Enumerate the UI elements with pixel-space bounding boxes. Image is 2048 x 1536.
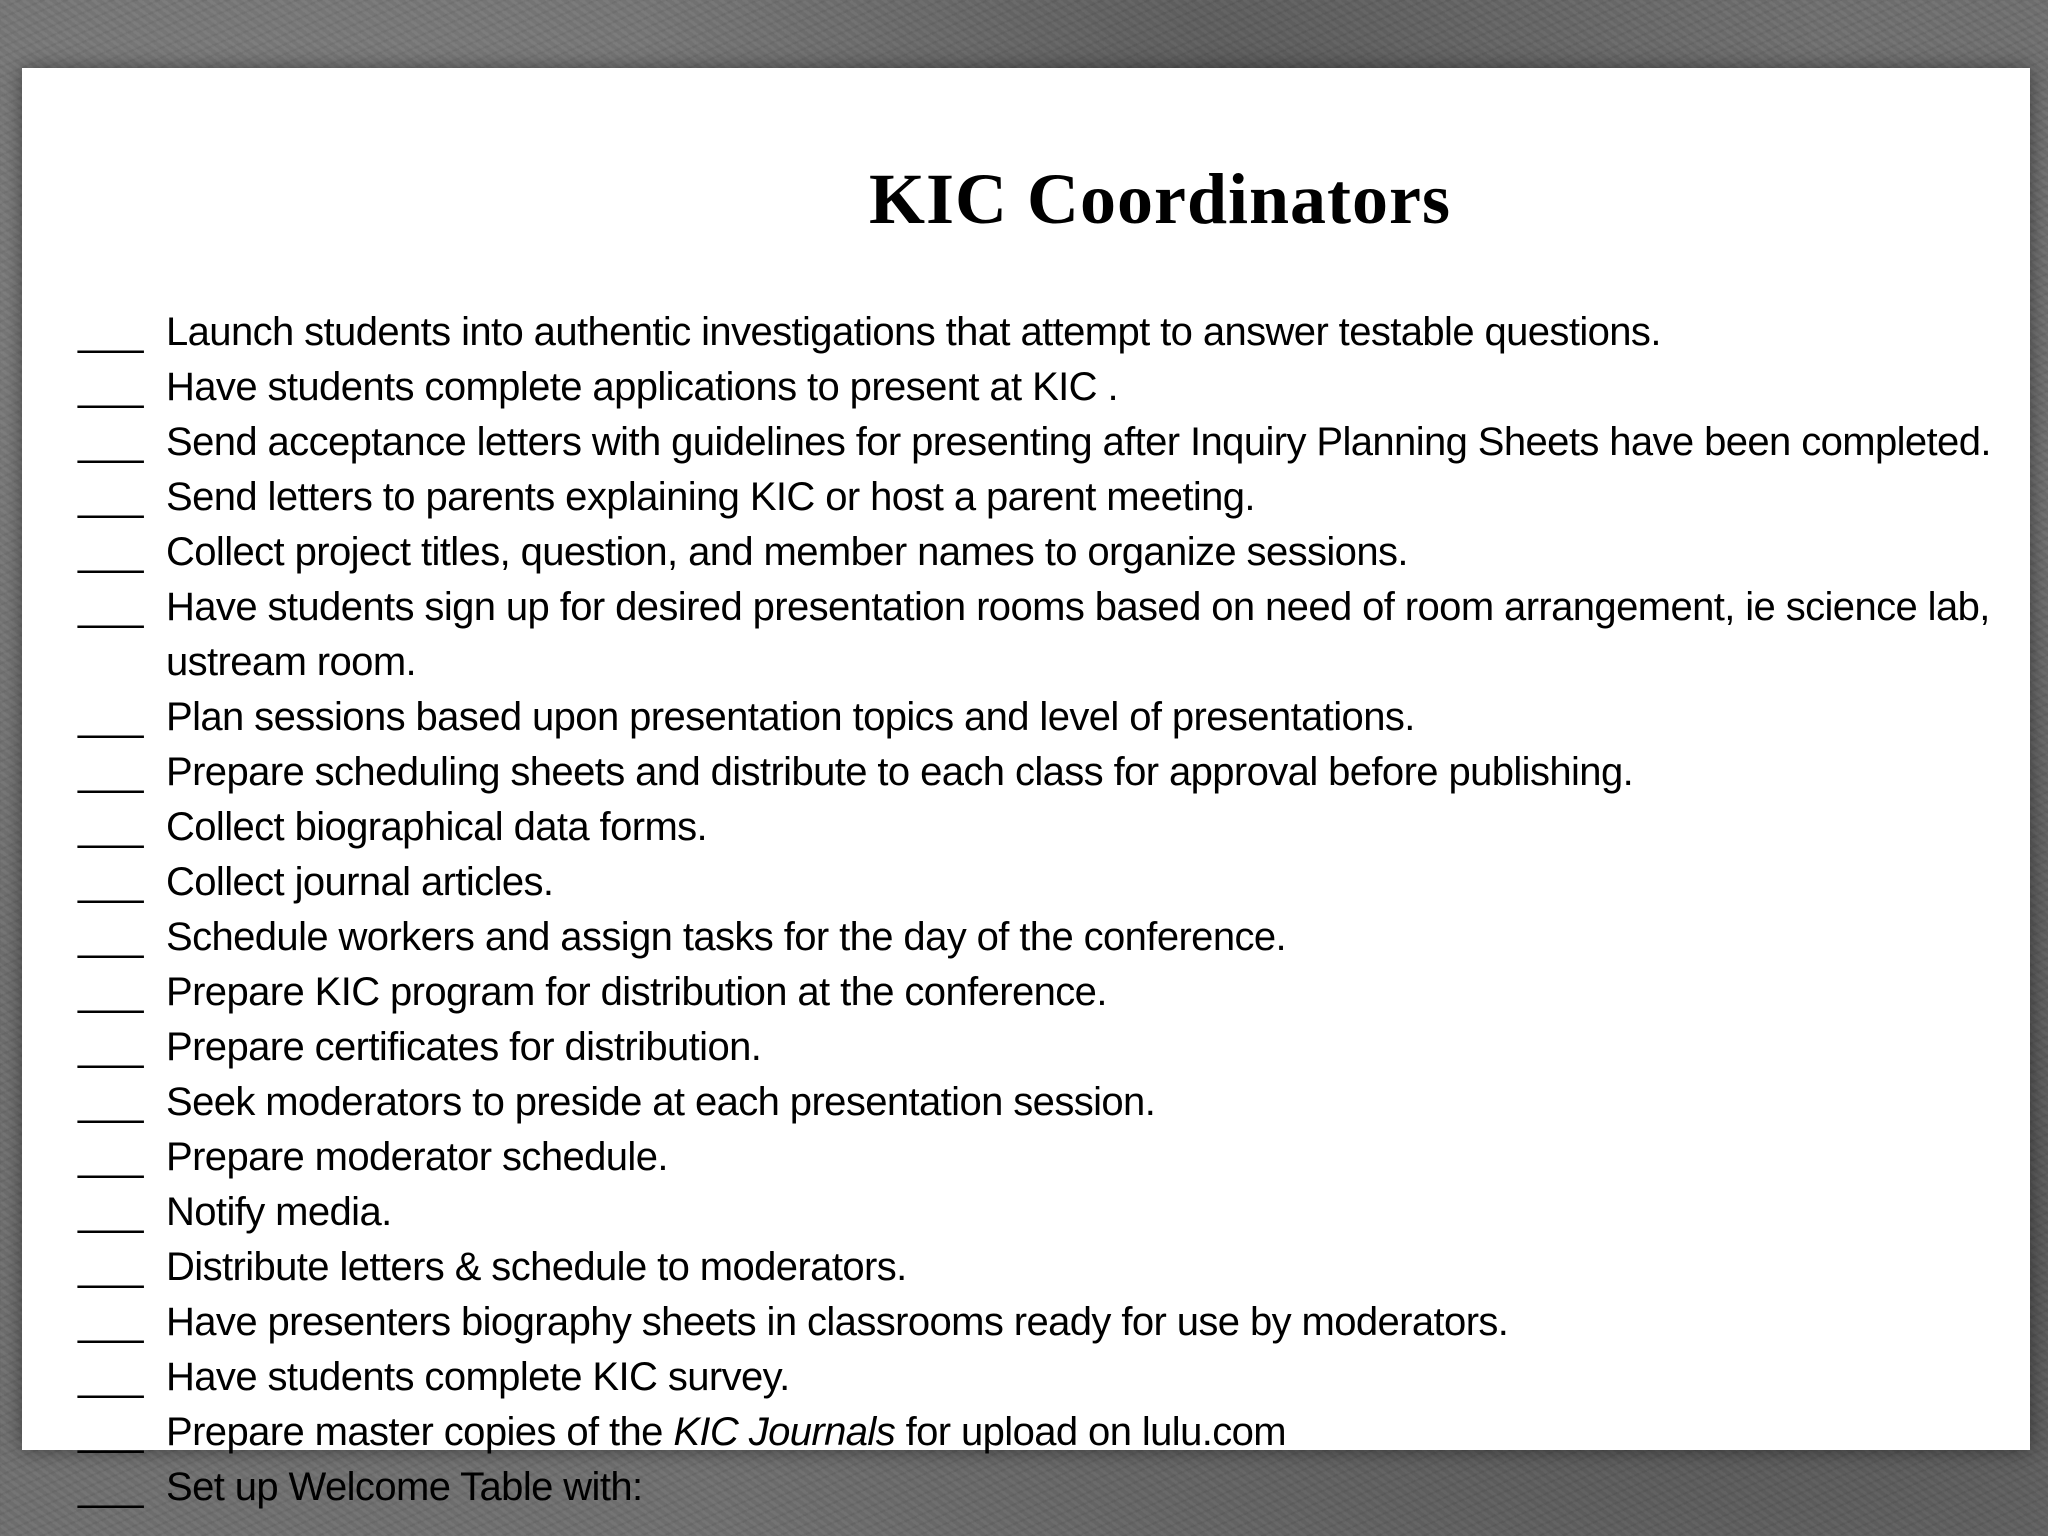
checklist-item xyxy=(78,1405,2038,1460)
checklist-item-text: Launch students into authentic investigations that attempt to answer testable questions. xyxy=(166,310,1661,354)
checklist-item xyxy=(78,690,2038,745)
checkbox-blank: ___ xyxy=(78,1080,143,1124)
checkbox-blank: ___ xyxy=(78,860,143,904)
checklist-item-text: Prepare moderator schedule. xyxy=(166,1135,668,1179)
checklist-item-text: Set up Welcome Table with: xyxy=(166,1465,643,1509)
checklist-item-text: Collect journal articles. xyxy=(166,860,554,904)
text-after: for upload on lulu.com xyxy=(895,1410,1286,1454)
checklist xyxy=(78,305,2038,1515)
text-before: Prepare master copies of the xyxy=(166,1410,674,1454)
checkbox-blank: ___ xyxy=(78,750,143,794)
checklist-item xyxy=(78,1020,2038,1075)
checklist-item xyxy=(78,415,2038,470)
checkbox-blank: ___ xyxy=(78,1410,143,1454)
checklist-item xyxy=(78,855,2038,910)
checklist-item-text: Distribute letters & schedule to moderators. xyxy=(166,1245,907,1289)
checkbox-blank: ___ xyxy=(78,1190,143,1234)
checklist-item xyxy=(78,1130,2038,1185)
checkbox-blank: ___ xyxy=(78,475,143,519)
checklist-item xyxy=(78,580,2038,690)
checklist-item-text: Send letters to parents explaining KIC or host a parent meeting. xyxy=(166,475,1255,519)
checkbox-blank: ___ xyxy=(78,585,143,629)
checkbox-blank: ___ xyxy=(78,915,143,959)
checkbox-blank: ___ xyxy=(78,1465,143,1509)
checkbox-blank: ___ xyxy=(78,1355,143,1399)
checklist-item xyxy=(78,1075,2038,1130)
checkbox-blank: ___ xyxy=(78,530,143,574)
checkbox-blank: ___ xyxy=(78,1245,143,1289)
checklist-item xyxy=(78,1295,2038,1350)
checkbox-blank: ___ xyxy=(78,970,143,1014)
checkbox-blank: ___ xyxy=(78,420,143,464)
checklist-item xyxy=(78,525,2038,580)
checklist-item xyxy=(78,1185,2038,1240)
checklist-item-text: Seek moderators to preside at each presentation session. xyxy=(166,1080,1156,1124)
checklist-item xyxy=(78,305,2038,360)
checklist-item-text: Collect biographical data forms. xyxy=(166,805,708,849)
checklist-item-text: Notify media. xyxy=(166,1190,392,1234)
checklist-item-text: Prepare certificates for distribution. xyxy=(166,1025,762,1069)
checklist-item-text: Prepare KIC program for distribution at the conference. xyxy=(166,970,1107,1014)
slide xyxy=(22,68,2030,1509)
checklist-item xyxy=(78,470,2038,525)
checklist-item-text: Have students complete applications to present at KIC . xyxy=(166,365,1118,409)
checklist-item xyxy=(78,800,2038,855)
checkbox-blank: ___ xyxy=(78,1025,143,1069)
journal-title: KIC Journals xyxy=(673,1410,896,1454)
checklist-item xyxy=(78,360,2038,415)
checklist-item-text: Prepare scheduling sheets and distribute to each class for approval before publishing. xyxy=(166,750,1634,794)
checklist-item-text: Have students complete KIC survey. xyxy=(166,1355,790,1399)
checklist-item-text: Plan sessions based upon presentation topics and level of presentations. xyxy=(166,695,1415,739)
checkbox-blank: ___ xyxy=(78,805,143,849)
checkbox-blank: ___ xyxy=(78,365,143,409)
checkbox-blank: ___ xyxy=(78,695,143,739)
checklist-item-text xyxy=(166,1405,2038,1460)
checklist-item xyxy=(78,1240,2038,1295)
checklist-item-text: Collect project titles, question, and member names to organize sessions. xyxy=(166,530,1408,574)
checklist-item-text: Schedule workers and assign tasks for the day of the conference. xyxy=(166,915,1287,959)
checklist-item xyxy=(78,910,2038,965)
checklist-item xyxy=(78,1350,2038,1405)
checklist-item xyxy=(78,745,2038,800)
checklist-item-text: Send acceptance letters with guidelines for presenting after Inquiry Planning Sheets have been completed. xyxy=(166,420,1991,464)
checklist-item xyxy=(78,965,2038,1020)
checklist-item-text: Have presenters biography sheets in classrooms ready for use by moderators. xyxy=(166,1300,1509,1344)
checklist-item xyxy=(78,1460,2038,1515)
checkbox-blank: ___ xyxy=(78,310,143,354)
page-title: KIC Coordinators xyxy=(868,159,1451,239)
checklist-item-text: Have students sign up for desired presentation rooms based on need of room arrangement, ie science lab, ustream room. xyxy=(166,585,1990,684)
checkbox-blank: ___ xyxy=(78,1135,143,1179)
checkbox-blank: ___ xyxy=(78,1300,143,1344)
